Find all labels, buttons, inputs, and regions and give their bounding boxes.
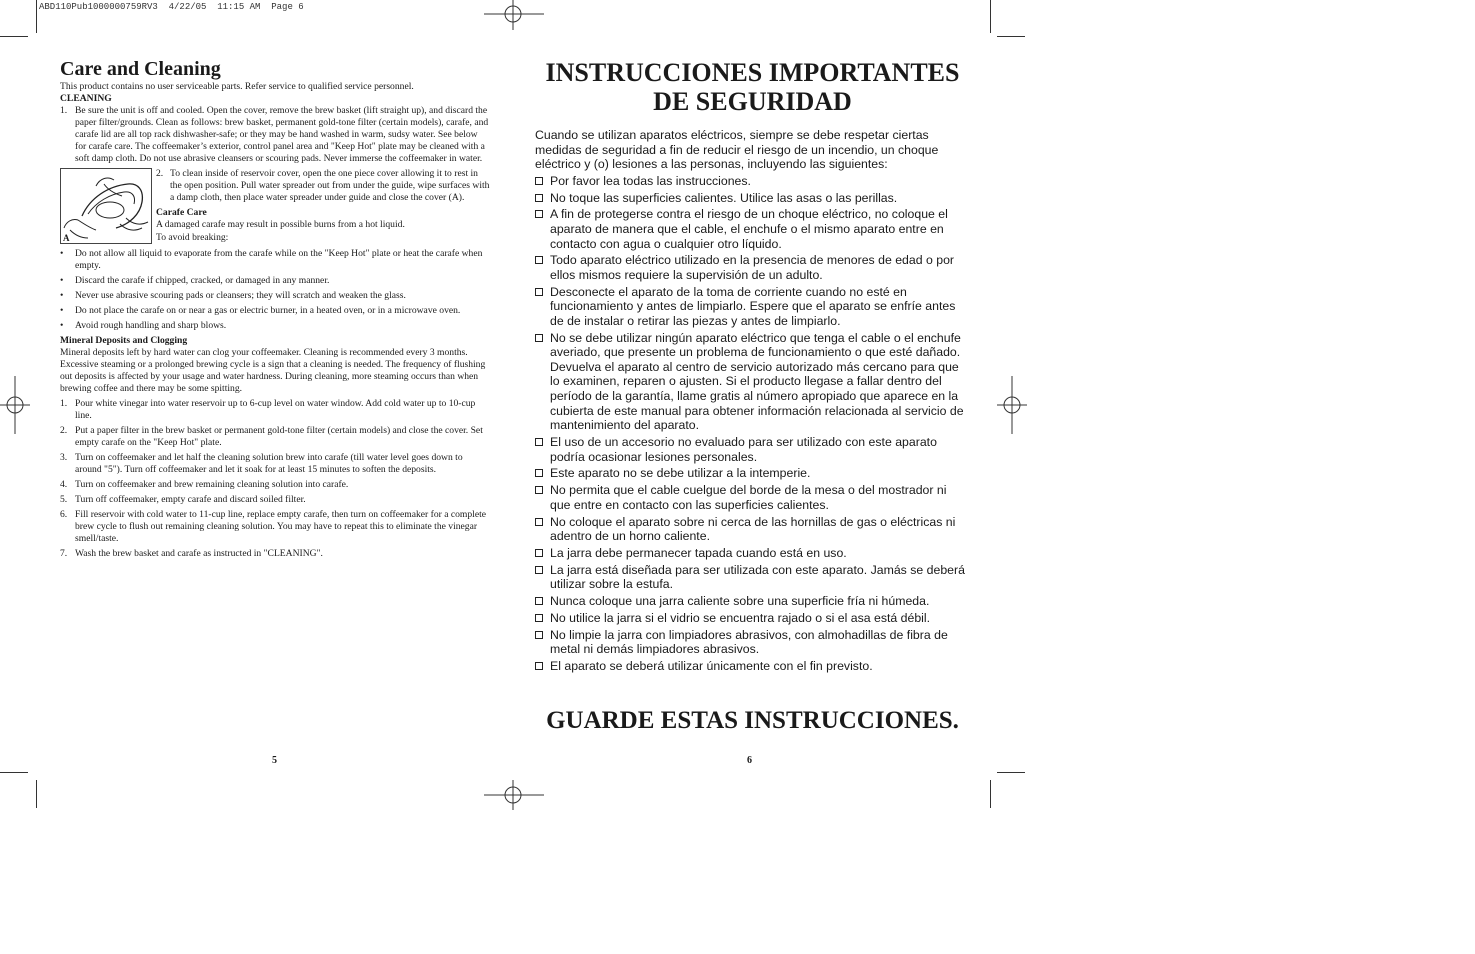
checkbox-square-icon (535, 486, 543, 494)
checkbox-square-icon (535, 469, 543, 477)
cleaning-steps (60, 105, 490, 165)
list-item: 2. To clean inside of reservoir cover, open the one piece cover allowing it to rest in the open position. Pull water spreader out from under the guide, wipe surfaces with a damp cloth, then place water spreader under guide and close the cover (A). (156, 168, 490, 203)
section-heading-mineral: Mineral Deposits and Clogging (60, 335, 188, 346)
list-item: No limpie la jarra con limpiadores abrasivos, con almohadillas de fibra de metal ni demás limpiadores abrasivos. (535, 628, 970, 657)
list-item: La jarra está diseñada para ser utilizada con este aparato. Jamás se deberá utilizar sobre la estufa. (535, 563, 970, 592)
checkbox-square-icon (535, 334, 543, 342)
list-item: Nunca coloque una jarra caliente sobre una superficie fría ni húmeda. (535, 594, 970, 609)
checkbox-square-icon (535, 256, 543, 264)
registration-mark (0, 376, 30, 434)
checkbox-square-icon (535, 210, 543, 218)
save-instructions-heading: GUARDE ESTAS INSTRUCCIONES. (546, 707, 959, 734)
crop-mark (36, 0, 37, 33)
checkbox-square-icon (535, 549, 543, 557)
figure-text (152, 168, 490, 245)
list-item: Desconecte el aparato de la toma de corriente cuando no esté en funcionamiento y antes de limpiarlo. Espere que el aparato se enfríe antes de de instalar o retirar las piezas y antes de limpiarlo. (535, 285, 970, 329)
list-item: No permita que el cable cuelgue del borde de la mesa o del mostrador ni que entre en contacto con las superficies calientes. (535, 483, 970, 512)
list-item: El aparato se deberá utilizar únicamente con el fin previsto. (535, 659, 970, 674)
print-slug: ABD110Pub1000000759RV3 4/22/05 11:15 AM Page 6 (39, 2, 304, 12)
list-item: 6. Fill reservoir with cold water to 11-cup line, replace empty carafe, then turn on coffeemaker for a complete brew cycle to flush out remaining cleaning solution. You may have to repeat this to eliminate the vinegar smell/taste. (60, 509, 487, 544)
list-item: 1. Be sure the unit is off and cooled. Open the cover, remove the brew basket (lift straight up), and discard the paper filter/grounds. Clean as follows: brew basket, permanent gold-tone filter (certain models), carafe, and carafe lid are all top rack dishwasher-safe; or they may be hand washed in warm, sudsy water. See below for carafe care. The coffeemaker’s exterior, control panel area and "Keep Hot" plate may be cleaned with a soft damp cloth. Do not use abrasive cleansers or scouring pads. Never immerse the coffeemaker in water. (60, 105, 489, 164)
list-item: Este aparato no se debe utilizar a la intemperie. (535, 466, 970, 481)
list-item: 3. Turn on coffeemaker and let half the cleaning solution brew into carafe (till water level goes down to around "5"). Turn off coffeemaker and let it soak for at least 15 minutes to soften the deposits. (60, 452, 463, 475)
list-item: • Do not place the carafe on or near a gas or electric burner, in a heated oven, or in a microwave oven. (60, 305, 461, 316)
checkbox-square-icon (535, 631, 543, 639)
registration-mark (997, 376, 1027, 434)
safety-title (535, 58, 970, 116)
carafe-text: To avoid breaking: (156, 232, 229, 243)
list-item: • Discard the carafe if chipped, cracked, or damaged in any manner. (60, 275, 330, 286)
intro-text: This product contains no user serviceable parts. Refer service to qualified service personnel. (60, 81, 414, 92)
figure-row (60, 168, 490, 245)
list-item: No utilice la jarra si el vidrio se encuentra rajado o si el asa está débil. (535, 611, 970, 626)
right-page (535, 58, 970, 676)
safety-list (535, 174, 970, 674)
list-item: No se debe utilizar ningún aparato eléctrico que tenga el cable o el enchufe averiado, que presente un problema de funcionamiento o que esté dañado. Devuelva el aparato al centro de servicio autorizado más cercano para que lo examinen, reparen o ajusten. Si el producto llegase a fallar dentro del período de la garantía, llame gratis al número apropiado que aparece en la cubierta de este manual para obtener información relacionada al servicio de mantenimiento del aparato. (535, 331, 970, 433)
page-number-right: 6 (747, 755, 752, 766)
crop-mark (997, 772, 1025, 773)
checkbox-square-icon (535, 438, 543, 446)
crop-mark (990, 0, 991, 33)
figure-label: A (63, 233, 70, 243)
list-item: Por favor lea todas las instrucciones. (535, 174, 970, 189)
checkbox-square-icon (535, 518, 543, 526)
mineral-steps (60, 398, 490, 560)
coffeemaker-cover-illustration-icon (60, 168, 152, 244)
crop-mark (36, 780, 37, 808)
list-item: • Never use abrasive scouring pads or cleansers; they will scratch and weaken the glass. (60, 290, 406, 301)
section-heading-carafe: Carafe Care (156, 207, 207, 218)
checkbox-square-icon (535, 614, 543, 622)
crop-mark (990, 780, 991, 808)
carafe-text: A damaged carafe may result in possible burns from a hot liquid. (156, 219, 405, 230)
crop-mark (997, 36, 1025, 37)
registration-mark (484, 0, 544, 30)
checkbox-square-icon (535, 566, 543, 574)
section-heading-cleaning: CLEANING (60, 93, 112, 104)
safety-intro: Cuando se utilizan aparatos eléctricos, siempre se debe respetar ciertas medidas de seguridad a fin de reducir el riesgo de un incendio, un choque eléctrico y (o) lesiones a las personas, incluyendo las siguientes: (535, 128, 939, 172)
carafe-bullets (60, 248, 490, 332)
checkbox-square-icon (535, 597, 543, 605)
figure-a (60, 168, 152, 244)
list-item: El uso de un accesorio no evaluado para ser utilizado con este aparato podría ocasionar lesiones personales. (535, 435, 970, 464)
list-item: 5. Turn off coffeemaker, empty carafe and discard soiled filter. (60, 494, 306, 505)
list-item: • Avoid rough handling and sharp blows. (60, 320, 227, 331)
page-number-left: 5 (272, 755, 277, 766)
list-item: La jarra debe permanecer tapada cuando está en uso. (535, 546, 970, 561)
checkbox-square-icon (535, 288, 543, 296)
mineral-text: Mineral deposits left by hard water can clog your coffeemaker. Cleaning is recommended every 3 months. Excessive steaming or a prolonged brewing cycle is a sign that a cleaning is needed. The frequency of flushing out deposits is affected by your usage and water hardness. During cleaning, more steaming occurs than when brewing coffee and there may be some spitting. (60, 347, 486, 394)
checkbox-square-icon (535, 662, 543, 670)
list-item: 4. Turn on coffeemaker and brew remaining cleaning solution into carafe. (60, 479, 349, 490)
list-item: No toque las superficies calientes. Utilice las asas o las perillas. (535, 191, 970, 206)
list-item: 1. Pour white vinegar into water reservoir up to 6-cup level on water window. Add cold water up to 10-cup line. (60, 398, 476, 421)
list-item: • Do not allow all liquid to evaporate from the carafe while on the "Keep Hot" plate or heat the carafe when empty. (60, 248, 483, 271)
list-item: 7. Wash the brew basket and carafe as instructed in "CLEANING". (60, 548, 323, 559)
list-item: 2. Put a paper filter in the brew basket or permanent gold-tone filter (certain models) and close the cover. Set empty carafe on the "Keep Hot" plate. (60, 425, 483, 448)
checkbox-square-icon (535, 177, 543, 185)
safety-title-line-2: DE SEGURIDAD (653, 87, 852, 116)
registration-mark (484, 780, 544, 810)
list-item: No coloque el aparato sobre ni cerca de las hornillas de gas o eléctricas ni adentro de un horno caliente. (535, 515, 970, 544)
checkbox-square-icon (535, 194, 543, 202)
list-item: A fin de protegerse contra el riesgo de un choque eléctrico, no coloque el aparato de manera que el cable, el enchufe o el mismo aparato entre en contacto con agua o cualquier otro líquido. (535, 207, 970, 251)
safety-title-line-1: INSTRUCCIONES IMPORTANTES (545, 58, 960, 87)
crop-mark (0, 772, 28, 773)
page-title: Care and Cleaning (60, 58, 221, 80)
crop-mark (0, 36, 28, 37)
left-page (60, 58, 490, 563)
list-item: Todo aparato eléctrico utilizado en la presencia de menores de edad o por ellos mismos requiere la supervisión de un adulto. (535, 253, 970, 282)
